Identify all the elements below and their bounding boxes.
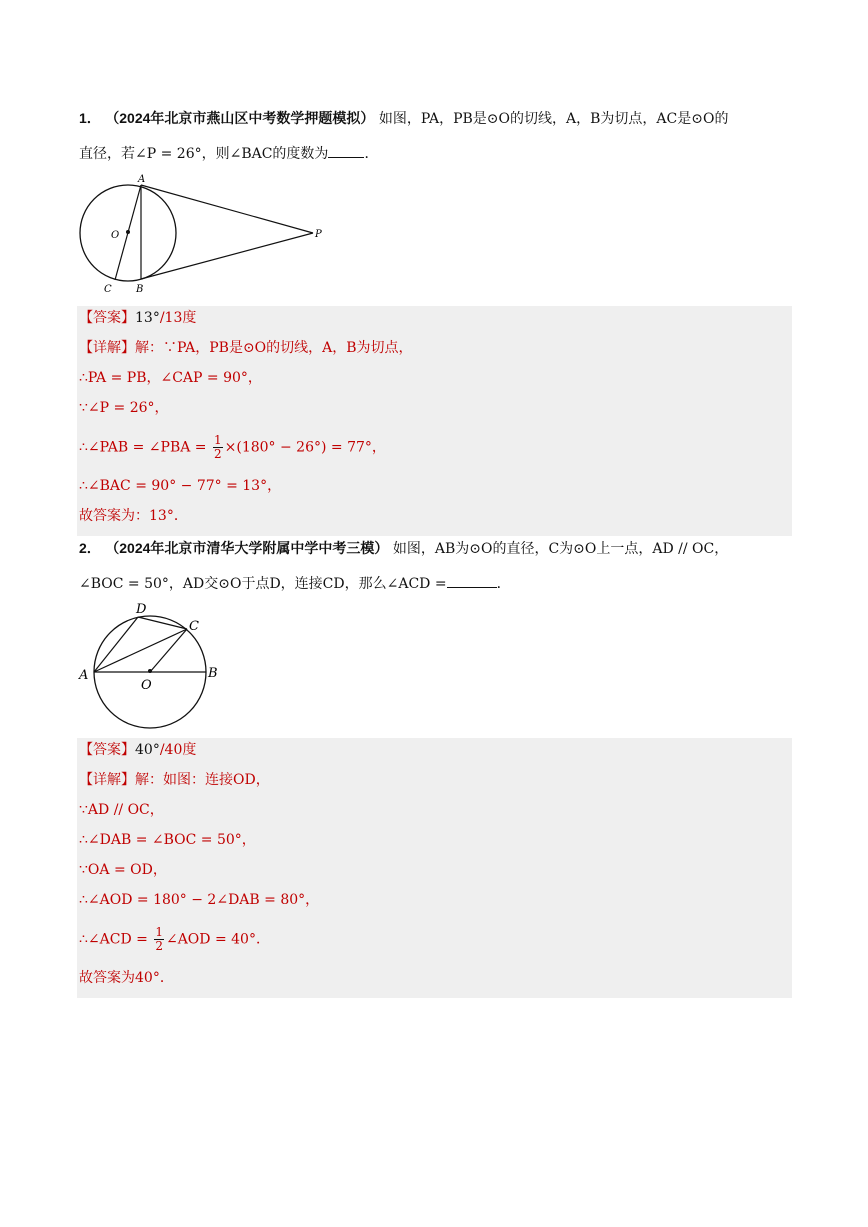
- q1-source: （2024年北京市燕山区中考数学押题模拟）: [105, 110, 375, 126]
- q2-step: 故答案为40°．: [79, 970, 174, 986]
- q2-step: ∴∠AOD = 180° − 2∠DAB = 80°，: [79, 892, 320, 908]
- q2-step: ∴∠ACD =: [79, 931, 153, 948]
- q1-step: ∴PA = PB，∠CAP = 90°，: [79, 370, 262, 386]
- q2-label-A: A: [79, 668, 89, 683]
- q2-step: 解：如图：连接OD，: [135, 772, 270, 788]
- q2-detail-1: [79, 770, 270, 790]
- q1-answer-box: [77, 306, 792, 536]
- q2-answer-blank: [447, 573, 497, 588]
- q1-number: 1．: [79, 110, 101, 126]
- q2-answer-tag: 【答案】: [79, 742, 135, 758]
- q2-step: ∠AOD = 40°．: [165, 931, 270, 948]
- q1-text-2: 直径，若∠P = 26°，则∠BAC的度数为: [79, 146, 329, 162]
- q2-detail-4: [79, 860, 167, 880]
- q1-detail-6: [79, 506, 188, 526]
- q2-detail-7: [79, 968, 174, 988]
- q1-fraction-num: 1: [213, 433, 222, 447]
- q1-label-A: A: [138, 174, 146, 185]
- q1-step: ∵∠P = 26°，: [79, 400, 169, 416]
- q2-answer-value: 40°: [135, 742, 160, 758]
- q1-text-2-end: ．: [364, 146, 379, 162]
- q2-label-C: C: [189, 619, 199, 634]
- q2-detail-3: [79, 830, 256, 850]
- q1-line-2: [79, 143, 378, 164]
- q1-step: 解：∵PA，PB是⊙O的切线，A，B为切点，: [135, 340, 413, 356]
- q2-fraction: [154, 926, 164, 953]
- q1-answer-alt: /13度: [159, 310, 197, 326]
- q1-answer-tag: 【答案】: [79, 310, 135, 326]
- q2-label-O: O: [141, 678, 152, 693]
- q2-detail-6: [79, 926, 270, 953]
- q1-step: ∴∠BAC = 90° − 77° = 13°，: [79, 478, 282, 494]
- q2-step: ∵OA = OD，: [79, 862, 167, 878]
- q1-label-O: O: [111, 230, 120, 241]
- q1-detail-1: [79, 338, 413, 358]
- q2-line-2: [79, 573, 511, 594]
- q2-detail-tag: 【详解】: [79, 772, 135, 788]
- q1-detail-3: [79, 398, 169, 418]
- q2-figure: [72, 598, 232, 733]
- q2-detail-2: [79, 800, 164, 820]
- q2-answer-line: [79, 740, 196, 760]
- q1-label-P: P: [315, 229, 322, 240]
- q2-step: ∴∠DAB = ∠BOC = 50°，: [79, 832, 256, 848]
- q1-line-1: [79, 108, 728, 129]
- q2-label-B: B: [208, 666, 218, 681]
- q1-detail-5: [79, 476, 281, 496]
- q2-fraction-den: 2: [155, 939, 163, 953]
- q1-figure: [70, 170, 330, 300]
- q1-detail-4: [79, 434, 386, 461]
- q2-text-2-end: ．: [496, 576, 511, 592]
- q2-fraction-num: 1: [155, 925, 163, 939]
- q1-step: 故答案为：13°．: [79, 508, 188, 524]
- q2-answer-alt: /40度: [159, 742, 197, 758]
- q1-step: ∴∠PAB = ∠PBA =: [79, 439, 211, 456]
- q1-detail-tag: 【详解】: [79, 340, 135, 356]
- q1-text-1: 如图，PA，PB是⊙O的切线，A，B为切点，AC是⊙O的: [378, 111, 729, 127]
- q1-answer-blank: [328, 143, 364, 158]
- q1-fraction-den: 2: [213, 447, 222, 461]
- q1-answer-line: [79, 308, 196, 328]
- q2-step: ∵AD // OC，: [79, 802, 164, 818]
- q1-fraction: [213, 434, 223, 461]
- q2-number: 2．: [79, 540, 101, 556]
- q2-source: （2024年北京市清华大学附属中学中考三模）: [105, 540, 389, 556]
- q2-detail-5: [79, 890, 319, 910]
- q2-text-2: ∠BOC = 50°，AD交⊙O于点D，连接CD，那么∠ACD =: [79, 576, 447, 592]
- q1-answer-value: 13°: [135, 310, 160, 326]
- q2-line-1: [79, 538, 728, 559]
- q1-label-C: C: [104, 284, 112, 295]
- q2-text-1: 如图，AB为⊙O的直径，C为⊙O上一点，AD // OC，: [392, 541, 729, 557]
- q2-answer-box: [77, 738, 792, 998]
- q1-detail-2: [79, 368, 262, 388]
- q1-label-B: B: [136, 284, 144, 295]
- q1-step: ×(180° − 26°) = 77°，: [224, 439, 386, 456]
- q2-label-D: D: [136, 602, 147, 617]
